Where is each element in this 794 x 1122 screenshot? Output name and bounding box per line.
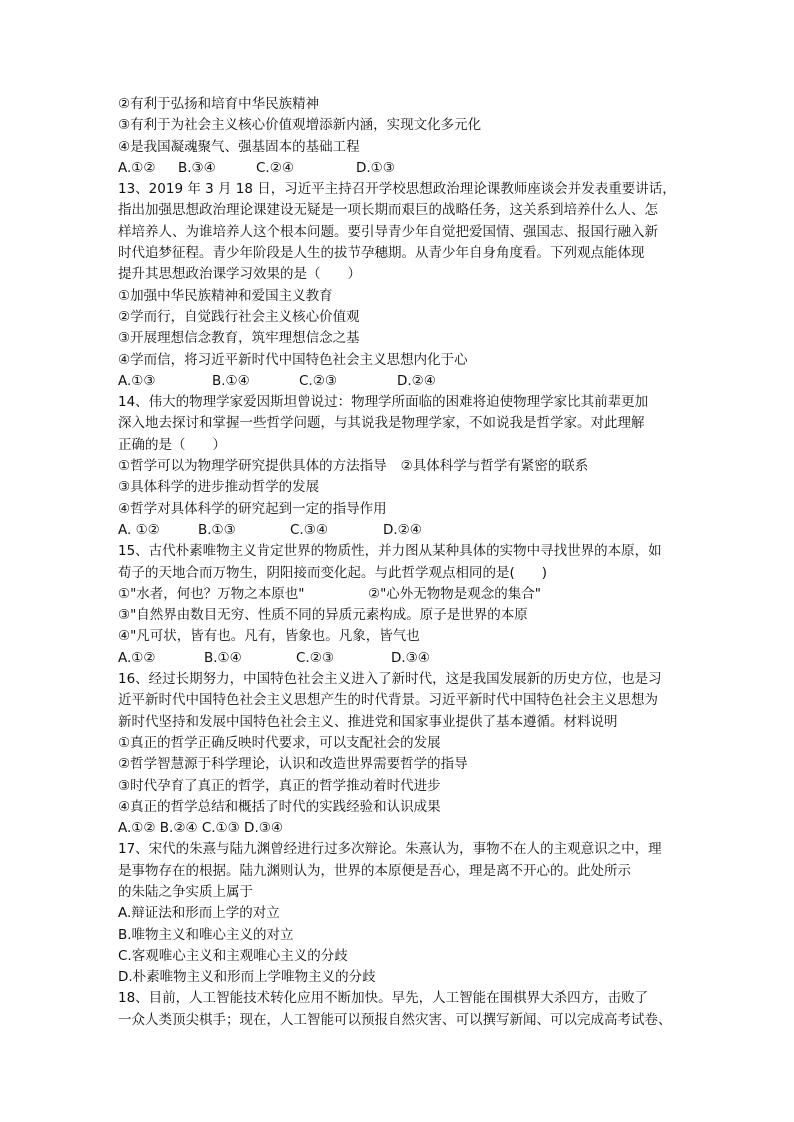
q13-option-c[interactable]: C.②③: [299, 372, 337, 389]
q14-item-1: ①哲学可以为物理学研究提供具体的方法指导: [118, 458, 387, 475]
q13-item-1: ①加强中华民族精神和爱国主义教育: [118, 287, 333, 304]
q12-item-4: ④是我国凝魂聚气、强基固本的基础工程: [118, 138, 360, 155]
q12-option-c[interactable]: C.②④: [256, 159, 294, 176]
question-14: [118, 392, 678, 541]
q13-stem-line: 样培养人、为谁培养人这个根本问题。要引导青少年自觉把爱国情、强国志、报国行融入新: [118, 223, 658, 240]
q15-option-c[interactable]: C.②③: [296, 649, 334, 666]
question-17: [118, 839, 678, 988]
q13-item-2: ②学而行，自觉践行社会主义核心价值观: [118, 308, 360, 325]
q13-option-d[interactable]: D.②④: [397, 372, 436, 389]
question-18: [118, 988, 678, 1031]
q14-option-c[interactable]: C.③④: [290, 521, 328, 538]
q14-stem-line: 正确的是（ ）: [118, 436, 226, 453]
q15-item-4: ④"凡可状，皆有也。凡有，皆象也。凡象，皆气也: [118, 628, 420, 645]
q15-items-row: [118, 584, 678, 605]
q16-stem-line: 16、经过长期努力，中国特色社会主义进入了新时代，这是我国发展新的历史方位，也是习: [118, 671, 662, 688]
q12-item-2: ②有利于弘扬和培育中华民族精神: [118, 96, 320, 112]
q13-item-3: ③开展理想信念教育，筑牢理想信念之基: [118, 330, 360, 347]
q13-option-a[interactable]: A.①③: [118, 372, 156, 389]
q16-options[interactable]: A.①② B.②④ C.①③ D.③④: [118, 820, 283, 837]
q13-stem-line: 时代追梦征程。青少年阶段是人生的拔节孕穗期。从青少年自身角度看。下列观点能体现: [118, 245, 645, 262]
q12-item-3: ③有利于为社会主义核心价值观增添新内涵，实现文化多元化: [118, 117, 482, 134]
question-15: [118, 541, 678, 669]
q16-item-1: ①真正的哲学正确反映时代要求，可以支配社会的发展: [118, 734, 441, 751]
q15-option-a[interactable]: A.①②: [118, 649, 156, 666]
q12-option-b[interactable]: B.③④: [178, 159, 216, 176]
q17-option-a[interactable]: A.辩证法和形而上学的对立: [118, 905, 280, 922]
question-12-tail: [118, 94, 678, 179]
q16-stem-line: 近平新时代中国特色社会主义思想产生的时代背景。习近平新时代中国特色社会主义思想为: [118, 692, 658, 709]
q16-stem-line: 新时代坚持和发展中国特色社会主义、推进党和国家事业提供了基本遵循。材料说明: [118, 713, 618, 730]
q15-option-b[interactable]: B.①④: [204, 649, 242, 666]
q14-item-4: ④哲学对具体科学的研究起到一定的指导作用: [118, 500, 387, 517]
q17-stem-line: 17、宋代的朱熹与陆九渊曾经进行过多次辩论。朱熹认为，事物不在人的主观意识之中，理: [118, 841, 662, 858]
q16-item-2: ②哲学智慧源于科学理论，认识和改造世界需要哲学的指导: [118, 756, 468, 773]
q14-items-row: [118, 456, 678, 477]
q15-stem-line: 荀子的天地合而万物生，阴阳接而变化起。与此哲学观点相同的是( ): [118, 564, 548, 581]
question-16: [118, 669, 678, 839]
q12-option-a[interactable]: A.①②: [118, 159, 156, 176]
q18-stem-line: 18、目前，人工智能技术转化应用不断加快。早先，人工智能在围棋界大杀四方，击败了: [118, 990, 649, 1007]
q14-item-3: ③具体科学的进步推动哲学的发展: [118, 479, 320, 496]
q14-options: [118, 520, 678, 541]
q14-option-b[interactable]: B.①③: [198, 521, 236, 538]
q15-item-1: ①"水者，何也？万物之本原也": [118, 585, 305, 602]
q16-item-4: ④真正的哲学总结和概括了时代的实践经验和认识成果: [118, 798, 441, 815]
q14-item-2: ②具体科学与哲学有紧密的联系: [400, 458, 589, 475]
q14-stem-line: 14、伟大的物理学家爱因斯坦曾说过：物理学所面临的困难将迫使物理学家比其前辈更加: [118, 394, 649, 411]
q15-option-d[interactable]: D.③④: [391, 649, 430, 666]
q15-item-3: ③"自然界由数目无穷、性质不同的异质元素构成。原子是世界的本原: [118, 607, 528, 624]
q17-option-c[interactable]: C.客观唯心主义和主观唯心主义的分歧: [118, 947, 348, 964]
q14-stem-line: 深入地去探讨和掌握一些哲学问题，与其说我是物理学家，不如说我是哲学家。对此理解: [118, 415, 645, 432]
q17-stem-line: 是事物存在的根据。陆九渊则认为，世界的本原便是吾心，理是离不开心的。此处所示: [118, 862, 631, 879]
q13-options: [118, 371, 678, 392]
question-13: [118, 179, 678, 392]
q16-item-3: ③时代孕育了真正的哲学，真正的哲学推动着时代进步: [118, 777, 441, 794]
q14-option-a[interactable]: A. ①②: [118, 521, 160, 538]
q17-option-b[interactable]: B.唯物主义和唯心主义的对立: [118, 926, 294, 943]
q13-item-4: ④学而信，将习近平新时代中国特色社会主义思想内化于心: [118, 351, 468, 368]
q17-option-d[interactable]: D.朴素唯物主义和形而上学唯物主义的分歧: [118, 969, 376, 986]
exam-page: [118, 94, 678, 1031]
q12-option-d[interactable]: D.①③: [356, 159, 395, 176]
q15-item-2: ②"心外无物物是观念的集合": [368, 585, 542, 602]
q13-stem-line: 13、2019 年 3 月 18 日，习近平主持召开学校思想政治理论课教师座谈会并发表重要讲话，: [118, 181, 676, 198]
q18-stem-line: 一众人类顶尖棋手；现在，人工智能可以预报自然灾害、可以撰写新闻、可以完成高考试卷、: [118, 1011, 672, 1028]
q12-options: [118, 158, 678, 179]
q15-stem-line: 15、古代朴素唯物主义肯定世界的物质性，并力图从某种具体的实物中寻找世界的本原，如: [118, 543, 662, 560]
q13-stem-line: 指出加强思想政治理论课建设无疑是一项长期而艰巨的战略任务，这关系到培养什么人、怎: [118, 202, 658, 219]
q15-options: [118, 648, 678, 669]
q17-stem-line: 的朱陆之争实质上属于: [118, 883, 253, 900]
q13-stem-line: 提升其思想政治课学习效果的是（ ）: [118, 266, 361, 283]
q14-option-d[interactable]: D.②④: [383, 521, 422, 538]
q13-option-b[interactable]: B.①④: [212, 372, 250, 389]
